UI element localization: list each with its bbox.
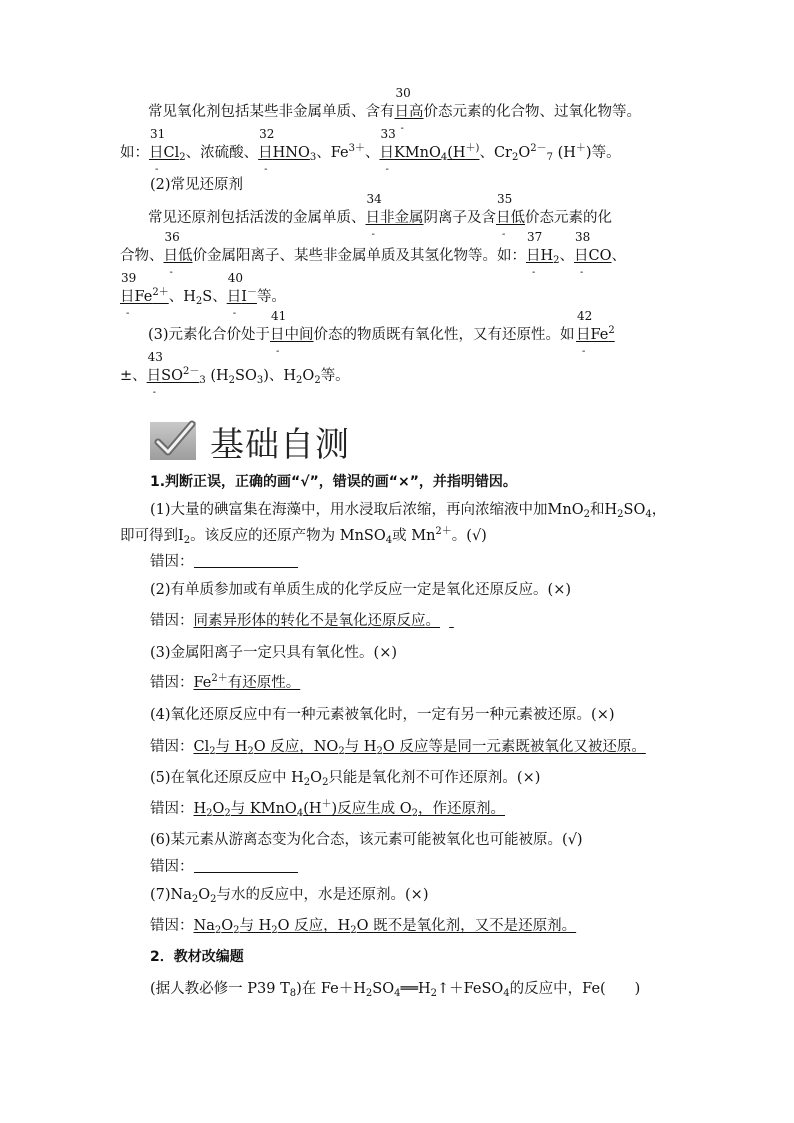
item-1-line-2: 即可得到$I_2$。该反应的还原产物为 MnSO$_4$或 $Mn^{2+}$。(√): [120, 526, 487, 546]
answer-mark-38: 38 日 -: [574, 230, 591, 278]
section-banner: [150, 420, 350, 465]
item-4: (4)氧化还原反应中有一种元素被氧化时，一定有另一种元素被还原。(×): [150, 707, 615, 723]
answer-mark-39: 39 日 -: [120, 271, 137, 319]
answer-mark-31: 31 日 -: [149, 127, 166, 175]
answer-mark-34: 34 日 -: [365, 192, 382, 240]
reason-1: 错因：: [150, 552, 298, 572]
reason-7: 错因：$Na_2O_2$与 $H_2O$ 反应，$H_2O$ 既不是氧化剂，又不是还原剂。: [150, 918, 577, 936]
item-2: (2)有单质参加或有单质生成的化学反应一定是氧化还原反应。(×): [150, 582, 572, 598]
question-2-title: 2．教材改编题: [150, 949, 244, 965]
oxidant-examples-line: 如： 31 日 - $Cl_2$、浓硫酸、 32 日 - $HNO_3$、$Fe^{3+}$、 33 日 - KMnO$_4$(H＋)、$Cr_2O^{2-}_7$ (H＋)等。: [120, 127, 621, 175]
answer-mark-37: 37 日 -: [526, 230, 543, 278]
both-properties-line-1: (3)元素化合价处于 41 日 - 中间价态的物质既有氧化性，又有还原性。如 42 日 - Fe$^2$: [148, 309, 615, 357]
reason-4: 错因：$Cl_2$与 $H_2O$ 反应，$NO_2$与 $H_2O$ 反应等是同一元素既被氧化又被还原。: [150, 739, 646, 757]
item-3: (3)金属阳离子一定只具有氧化性。(×): [150, 645, 398, 661]
answer-mark-30: 30 日 -: [394, 86, 411, 134]
item-1-line-1: (1)大量的碘富集在海藻中，用水浸取后浓缩，再向浓缩液中加MnO$_2$和$H_2SO_4$，: [150, 502, 667, 520]
section-title: 基础自测: [210, 424, 350, 465]
reason-3: 错因：$Fe^{2+}$有还原性。: [150, 673, 301, 691]
reason-6: 错因：: [150, 857, 298, 877]
checkmark-icon: [150, 422, 196, 460]
answer-mark-33: 33 日 -: [379, 127, 396, 175]
answer-mark-35: 35 日 -: [496, 192, 513, 240]
reason-6-blank: [194, 858, 298, 873]
reason-1-blank: [194, 553, 298, 568]
answer-mark-40: 40 日 -: [226, 271, 243, 319]
answer-mark-32: 32 日 -: [258, 127, 275, 175]
reductant-heading: (2)常见还原剂: [150, 177, 244, 193]
item-6: (6)某元素从游离态变为化合态，该元素可能被氧化也可能被原。(√): [150, 832, 583, 848]
reductant-line-3: 39 日 - $Fe^{2+}$、$H_2S$、 40 日 - I－等。: [120, 271, 286, 319]
answer-mark-36: 36 日 -: [163, 230, 180, 278]
answer-mark-42: 42 日 -: [576, 309, 593, 357]
reason-2: 错因：同素异形体的转化不是氧化还原反应。: [150, 613, 440, 629]
answer-mark-43: 43 日 -: [146, 350, 163, 398]
both-properties-line-2: ±、 43 日 - $SO^{2-}_3$ $(H_2SO_3)$、$H_2O_2$等。: [120, 350, 350, 398]
question-2-text: (据人教必修一 P39 $T_8$)在 $Fe+H_2SO_4══H_2↑+FeSO_4$的反应中，Fe( ): [150, 981, 641, 999]
reductant-line-1: 常见还原剂包括活泼的金属单质、 34 日 - 非金属阴离子及含 35 日 - 低价态元素的化: [148, 192, 612, 240]
item-5: (5)在氧化还原反应中 $H_2O_2$只能是氧化剂不可作还原剂。(×): [150, 770, 541, 788]
reason-5: 错因：$H_2O_2$与 KMnO$_4$(H＋)反应生成 $O_2$，作还原剂。: [150, 799, 506, 819]
answer-mark-41: 41 日 -: [270, 309, 287, 357]
item-7: $(7)Na_2O_2$与水的反应中，水是还原剂。(×): [150, 887, 429, 905]
oxidant-intro-line-1: 常见氧化剂包括某些非金属单质、含有 30 日 - 高价态元素的化合物、过氧化物等。: [148, 86, 641, 134]
question-1-title: 1.判断正误，正确的画“√”，错误的画“×”，并指明错因。: [150, 474, 517, 490]
reductant-line-2: 合物、 36 日 - 低价金属阳离子、某些非金属单质及其氢化物等。如： 37 日 - $H_2$、 38 日 - CO、: [120, 230, 627, 278]
